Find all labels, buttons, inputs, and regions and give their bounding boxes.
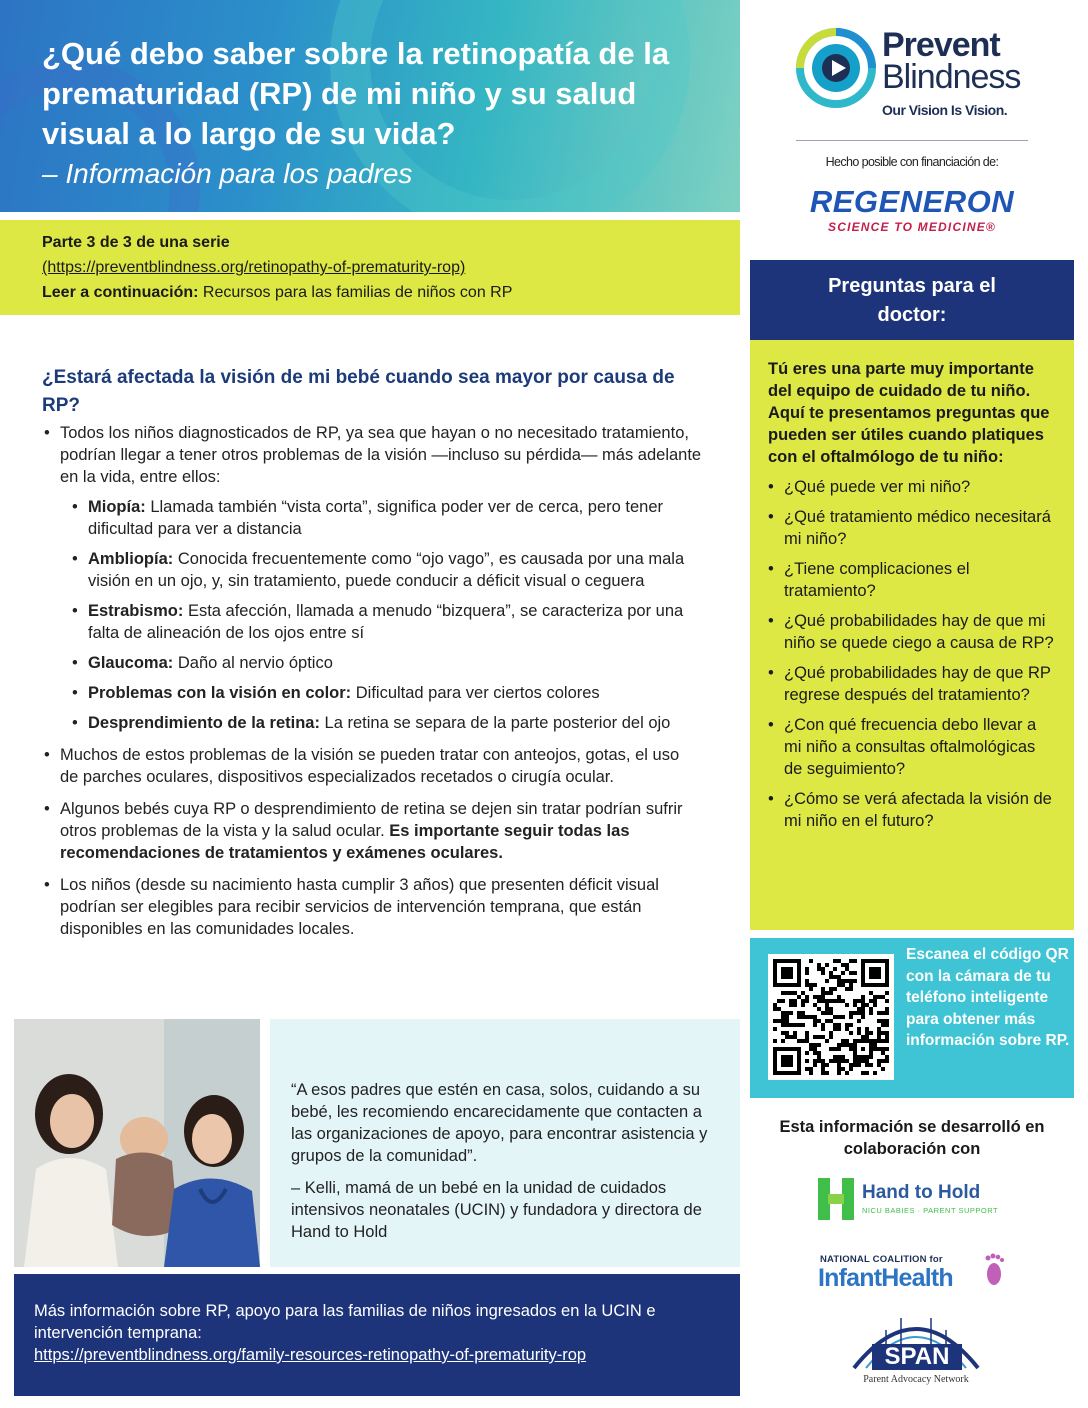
main-content bbox=[42, 364, 702, 950]
condition-desc: La retina se separa de la parte posterior del ojo bbox=[319, 714, 671, 732]
bullet-emphasis: Es importante seguir todas las recomendaciones de tratamientos y exámenes oculares. bbox=[60, 822, 630, 862]
condition-item bbox=[72, 652, 702, 674]
list-item bbox=[42, 874, 702, 940]
list-item bbox=[42, 422, 702, 734]
regeneron-logo bbox=[750, 184, 1074, 234]
logo-tagline: Our Vision Is Vision. bbox=[882, 102, 1008, 118]
questions-panel bbox=[750, 340, 1074, 930]
question-item: • ¿Con qué frecuencia debo llevar a mi niño a consultas oftalmológicas de seguimiento? bbox=[768, 714, 1056, 780]
condition-desc: Esta afección, llamada a menudo “bizquera”, se caracteriza por una falta de alineación de los ojos entre sí bbox=[88, 602, 684, 642]
logo-eye-icon bbox=[796, 28, 876, 108]
quote-text: “A esos padres que estén en casa, solos, cuidando a su bebé, les recomiendo encarecidamente que contacten a las organizaciones de apoyo, para encontrar asistencia y grupos de la comunidad”. bbox=[291, 1081, 708, 1165]
funding-label: Hecho posible con financiación de: bbox=[825, 155, 999, 169]
title-banner bbox=[0, 0, 740, 212]
qr-instructions: Escanea el código QR con la cámara de tu teléfono inteligente para obtener más información sobre RP. bbox=[906, 946, 1070, 1049]
questions-list bbox=[768, 476, 1056, 832]
prevent-blindness-logo bbox=[796, 24, 1032, 124]
question-item: • ¿Qué probabilidades hay de que mi niño se quede ciego a causa de RP? bbox=[768, 610, 1056, 654]
series-link[interactable]: (https://preventblindness.org/retinopathy-of-prematurity-rop) bbox=[42, 259, 466, 276]
question-item: • ¿Qué tratamiento médico necesitará mi niño? bbox=[768, 506, 1056, 550]
condition-desc: Llamada también “vista corta”, significa poder ver de cerca, pero tener dificultad para ver a distancia bbox=[88, 498, 664, 538]
section-heading: ¿Estará afectada la visión de mi bebé cuando sea mayor por causa de RP? bbox=[42, 367, 675, 416]
main-list bbox=[42, 422, 702, 940]
condition-term: Problemas con la visión en color: bbox=[88, 684, 352, 702]
page-title: ¿Qué debo saber sobre la retinopatía de la prematuridad (RP) de mi niño y su salud visual a lo largo de su vida? bbox=[42, 36, 670, 151]
questions-header bbox=[750, 260, 1074, 340]
span-tag: Parent Advocacy Network bbox=[863, 1374, 969, 1385]
question-item: • ¿Qué probabilidades hay de que RP regrese después del tratamiento? bbox=[768, 662, 1056, 706]
collaboration-text: Esta información se desarrolló en colaboración con bbox=[779, 1118, 1045, 1158]
series-part: Parte 3 de 3 de una serie bbox=[42, 234, 230, 251]
footer-link[interactable]: https://preventblindness.org/family-resources-retinopathy-of-prematurity-rop bbox=[34, 1346, 587, 1364]
condition-term: Miopía: bbox=[88, 498, 146, 516]
series-info bbox=[0, 220, 740, 315]
ncih-small: NATIONAL COALITION for bbox=[820, 1254, 943, 1265]
condition-desc: Dificultad para ver ciertos colores bbox=[351, 684, 600, 702]
qr-panel bbox=[750, 938, 1074, 1098]
photo-illustration bbox=[14, 1019, 260, 1267]
list-item bbox=[42, 798, 702, 864]
condition-item bbox=[72, 712, 702, 734]
quote-attribution: – Kelli, mamá de un bebé en la unidad de cuidados intensivos neonatales (UCIN) y fundadora y directora de Hand to Hold bbox=[291, 1179, 702, 1241]
span-logo bbox=[846, 1300, 986, 1390]
hand-to-hold-name: Hand to Hold bbox=[862, 1182, 981, 1203]
bullet-text: Muchos de estos problemas de la visión se pueden tratar con anteojos, gotas, el uso de parches oculares, dispositivos especializados recetados o cirugía ocular. bbox=[60, 746, 680, 786]
bullet-text: Todos los niños diagnosticados de RP, ya sea que hayan o no necesitado tratamiento, podrían llegar a tener otros problemas de la visión —incluso su pérdida— más adelante en la vida, entre ellos: bbox=[60, 424, 702, 486]
condition-term: Desprendimiento de la retina: bbox=[88, 714, 320, 732]
qr-code[interactable] bbox=[768, 954, 894, 1080]
question-item: • ¿Qué puede ver mi niño? bbox=[768, 476, 1056, 498]
hand-to-hold-logo bbox=[816, 1176, 1036, 1222]
question-item: • ¿Tiene complicaciones el tratamiento? bbox=[768, 558, 1056, 602]
mother-baby-photo bbox=[14, 1019, 260, 1267]
bullet-text: Algunos bebés cuya RP o desprendimiento de retina se dejen sin tratar podrían sufrir otros problemas de la vista y la salud ocular. bbox=[60, 800, 683, 840]
condition-term: Estrabismo: bbox=[88, 602, 184, 620]
question-item: • ¿Cómo se verá afectada la visión de mi niño en el futuro? bbox=[768, 788, 1056, 832]
more-info-footer bbox=[14, 1274, 740, 1396]
condition-item bbox=[72, 548, 702, 592]
condition-item bbox=[72, 682, 702, 704]
qr-code-icon bbox=[773, 959, 889, 1075]
parent-quote bbox=[270, 1019, 740, 1267]
condition-desc: Daño al nervio óptico bbox=[173, 654, 333, 672]
next-text: Recursos para las familias de niños con RP bbox=[198, 284, 513, 301]
condition-term: Ambliopía: bbox=[88, 550, 174, 568]
condition-term: Glaucoma: bbox=[88, 654, 174, 672]
hand-to-hold-tag: NICU BABIES · PARENT SUPPORT bbox=[862, 1206, 999, 1215]
ncih-logo bbox=[818, 1252, 1018, 1296]
logo-divider bbox=[796, 140, 1028, 141]
regeneron-name: REGENERON bbox=[809, 184, 1015, 219]
footprint-icon bbox=[982, 1252, 1006, 1286]
logo-line1: Prevent bbox=[882, 26, 1000, 64]
page-subtitle: – Información para los padres bbox=[42, 158, 413, 189]
condition-item bbox=[72, 496, 702, 540]
footer-text: Más información sobre RP, apoyo para las familias de niños ingresados en la UCIN e intervención temprana: bbox=[34, 1302, 656, 1342]
conditions-list bbox=[72, 496, 702, 734]
regeneron-tagline: SCIENCE TO MEDICINE® bbox=[828, 220, 996, 234]
questions-intro: Tú eres una parte muy importante del equipo de cuidado de tu niño. Aquí te presentamos preguntas que pueden ser útiles cuando platiques con el oftalmólogo de tu niño: bbox=[768, 360, 1050, 466]
hand-to-hold-icon bbox=[816, 1176, 856, 1222]
logo-line2: Blindness bbox=[882, 58, 1021, 96]
condition-item bbox=[72, 600, 702, 644]
questions-title: Preguntas para el doctor: bbox=[828, 275, 996, 326]
bullet-text: Los niños (desde su nacimiento hasta cumplir 3 años) que presenten déficit visual podrían ser elegibles para recibir servicios de intervención temprana, que están disponibles en las comunidades locales. bbox=[60, 876, 659, 938]
span-name: SPAN bbox=[872, 1344, 962, 1370]
condition-desc: Conocida frecuentemente como “ojo vago”, es causada por una mala visión en un ojo, y, sin tratamiento, puede conducir a déficit visual o ceguera bbox=[88, 550, 685, 590]
ncih-big: InfantHealth bbox=[818, 1264, 953, 1292]
next-label: Leer a continuación: bbox=[42, 284, 199, 301]
list-item bbox=[42, 744, 702, 788]
